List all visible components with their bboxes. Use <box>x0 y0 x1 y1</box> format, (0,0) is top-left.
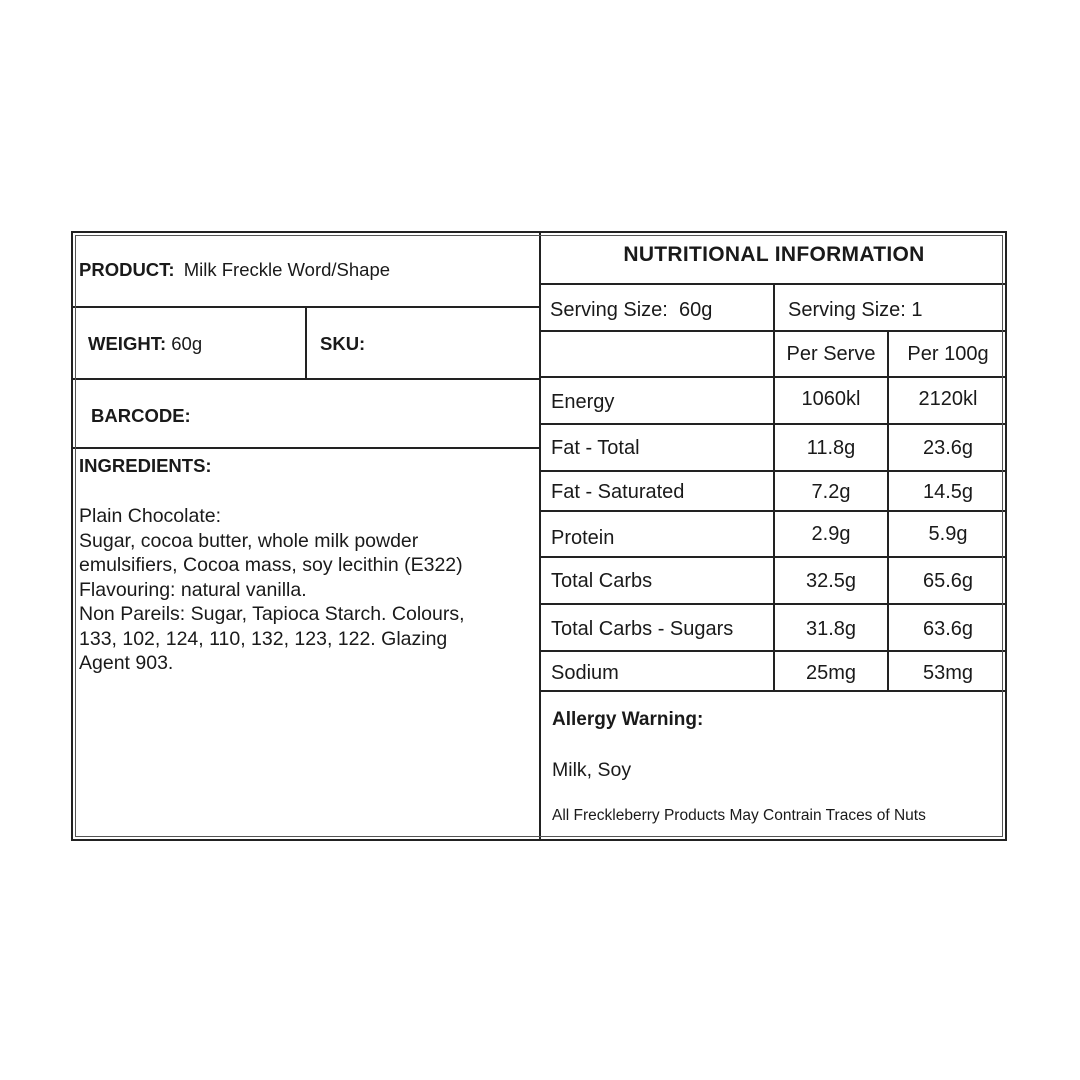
nutrition-label-card <box>71 231 1007 841</box>
divider-row-5 <box>541 603 1007 605</box>
nutrition-title: NUTRITIONAL INFORMATION <box>623 243 925 266</box>
column-header-per-serve: Per Serve <box>786 343 876 365</box>
ingredients-line: Plain Chocolate: <box>79 505 222 527</box>
allergy-note: All Freckleberry Products May Contrain Traces of Nuts <box>552 807 926 824</box>
weight-value: 60g <box>171 333 203 354</box>
divider-row-1 <box>541 423 1007 425</box>
ingredients-line: Sugar, cocoa butter, whole milk powder <box>79 529 419 552</box>
divider-weight <box>73 378 539 380</box>
ingredients-line: Flavouring: natural vanilla. <box>79 578 307 601</box>
nutrient-name: Fat - Saturated <box>551 481 685 503</box>
nutrient-name: Energy <box>551 391 615 413</box>
column-header-per-100g: Per 100g <box>907 343 989 365</box>
nutrient-name: Total Carbs - Sugars <box>551 618 734 640</box>
allergy-warning-label: Allergy Warning: <box>552 709 704 730</box>
ingredients-label: INGREDIENTS: <box>79 455 212 476</box>
ingredients-line: Non Pareils: Sugar, Tapioca Starch. Colours, <box>79 603 465 625</box>
divider-barcode <box>73 447 539 449</box>
ingredients-line: Agent 903. <box>79 652 174 674</box>
nutrient-per-100g: 14.5g <box>922 481 974 503</box>
divider-row-6 <box>541 650 1007 652</box>
barcode-field <box>91 405 191 427</box>
center-divider <box>539 233 541 839</box>
nutrient-name: Sodium <box>551 662 619 684</box>
weight-field <box>88 333 202 355</box>
ingredients-line: emulsifiers, Cocoa mass, soy lecithin (E322) <box>79 554 463 576</box>
product-label: PRODUCT: <box>79 259 175 280</box>
nutrient-per-100g: 23.6g <box>922 437 974 459</box>
nutrient-per-serve: 2.9g <box>811 523 851 545</box>
nutrient-per-serve: 25mg <box>805 662 857 684</box>
product-field <box>79 259 390 281</box>
allergy-warning-value: Milk, Soy <box>552 759 632 781</box>
nutrient-per-serve: 11.8g <box>806 437 856 459</box>
nutrient-name: Fat - Total <box>551 437 640 459</box>
weight-label: WEIGHT: <box>88 333 167 354</box>
barcode-label: BARCODE: <box>91 405 191 426</box>
nutrient-per-serve: 32.5g <box>805 570 857 592</box>
nutrient-per-100g: 5.9g <box>928 523 968 545</box>
nutrient-per-serve: 31.8g <box>805 618 857 640</box>
nutrient-per-serve: 1060kl <box>801 388 861 410</box>
nutrient-per-100g: 65.6g <box>922 570 974 592</box>
ingredients-line: 133, 102, 124, 110, 132, 123, 122. Glazing <box>79 627 448 650</box>
nutrient-per-100g: 53mg <box>922 662 974 684</box>
sku-label: SKU: <box>320 333 366 354</box>
serving-size-weight: Serving Size: 60g <box>550 299 713 321</box>
divider-row-2 <box>541 470 1007 472</box>
ingredients-text <box>79 504 529 676</box>
divider-weight-sku <box>305 308 307 378</box>
nutrient-per-serve: 7.2g <box>811 481 851 503</box>
divider-row-4 <box>541 556 1007 558</box>
divider-row-7 <box>541 690 1007 692</box>
product-value: Milk Freckle Word/Shape <box>183 259 391 280</box>
nutrient-name: Protein <box>551 527 615 549</box>
nutrient-name: Total Carbs <box>551 570 653 592</box>
sku-field <box>320 333 365 355</box>
divider-row-3 <box>541 510 1007 512</box>
serving-size-count: Serving Size: 1 <box>788 299 923 321</box>
nutrient-per-100g: 63.6g <box>922 618 974 640</box>
nutrient-per-100g: 2120kl <box>918 388 978 410</box>
